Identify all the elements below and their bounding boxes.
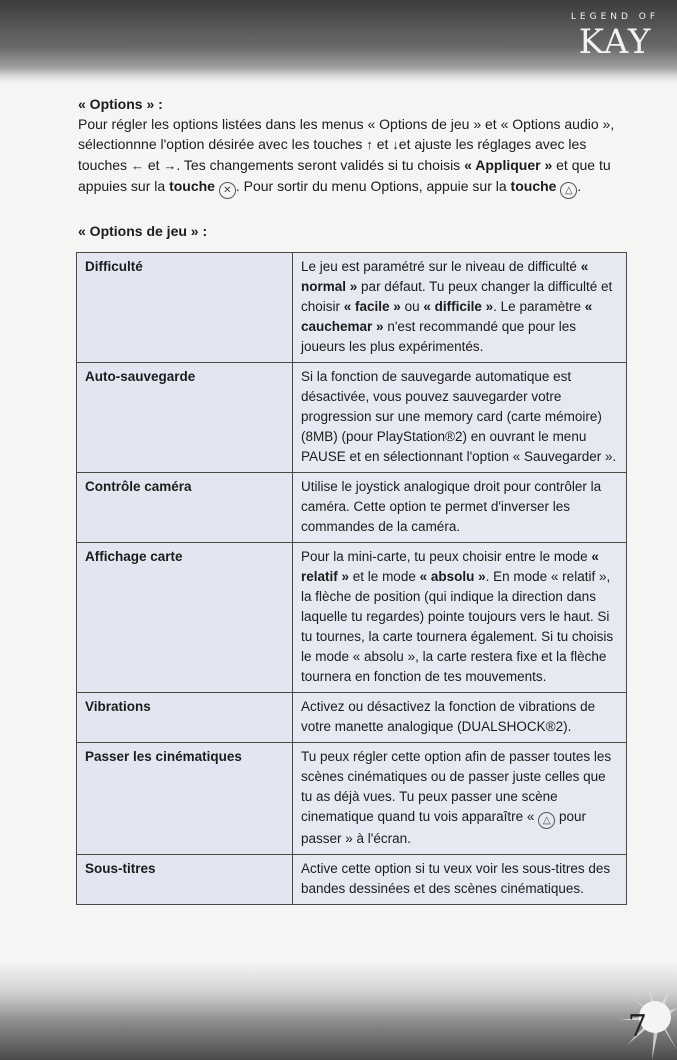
option-name: Vibrations bbox=[77, 693, 293, 743]
intro-text: et bbox=[376, 136, 389, 152]
intro-text: et ajuste les réglages avec les touches bbox=[78, 136, 587, 173]
intro-text: . bbox=[577, 178, 582, 194]
table-row bbox=[77, 743, 627, 855]
touche-label: touche bbox=[169, 178, 215, 194]
intro-text: et bbox=[147, 157, 160, 173]
option-name: Affichage carte bbox=[77, 543, 293, 693]
up-arrow-icon: ↑ bbox=[366, 137, 373, 152]
manual-content bbox=[78, 94, 630, 247]
option-name: Auto-sauvegarde bbox=[77, 363, 293, 473]
option-name: Contrôle caméra bbox=[77, 473, 293, 543]
table-row bbox=[77, 363, 627, 473]
intro-text: . Tes changements seront validés si tu choisis bbox=[176, 157, 461, 173]
option-description: Le jeu est paramétré sur le niveau de difficulté « normal » par défaut. Tu peux changer la difficulté et choisir « facile » ou « difficile ». Le paramètre « cauchemar » n'est recommandé que pour les joueurs les plus expérimentés. bbox=[293, 253, 627, 363]
triangle-button-icon: △ bbox=[538, 812, 555, 829]
table-row bbox=[77, 693, 627, 743]
option-name: Passer les cinématiques bbox=[77, 743, 293, 855]
game-options-table bbox=[76, 252, 627, 905]
table-row bbox=[77, 543, 627, 693]
option-name: Sous-titres bbox=[77, 855, 293, 905]
game-options-heading: « Options de jeu » : bbox=[78, 223, 208, 239]
option-description: Pour la mini-carte, tu peux choisir entre le mode « relatif » et le mode « absolu ». En mode « relatif », la flèche de position (qui indique la direction dans laquelle tu regardes) pointe toujours vers le haut. Si tu tournes, la carte tournera également. Si tu choisis le mode « absolu », la carte restera fixe et la flèche tournera en fonction de tes mouvements. bbox=[293, 543, 627, 693]
logo-title: KAY bbox=[578, 22, 652, 62]
triangle-button-icon: △ bbox=[560, 182, 577, 199]
game-logo bbox=[565, 12, 665, 62]
option-description: Si la fonction de sauvegarde automatique est désactivée, vous pouvez sauvegarder votre progression sur une memory card (carte mémoire) (8MB) (pour PlayStation®2) en ouvrant le menu PAUSE et en sélectionnant l'option « Sauvegarder ». bbox=[293, 363, 627, 473]
down-arrow-icon: ↓ bbox=[392, 137, 399, 152]
table-row bbox=[77, 253, 627, 363]
cross-button-icon: ✕ bbox=[219, 182, 236, 199]
right-arrow-icon: → bbox=[163, 158, 177, 173]
option-description: Activez ou désactivez la fonction de vibrations de votre manette analogique (DUALSHOCK®2). bbox=[293, 693, 627, 743]
intro-text: . Pour sortir du menu Options, appuie sur la bbox=[235, 178, 507, 194]
option-name: Difficulté bbox=[77, 253, 293, 363]
options-paragraph bbox=[78, 114, 630, 199]
top-banner bbox=[0, 0, 677, 86]
table-row bbox=[77, 855, 627, 905]
intro-text: Pour régler les options listées dans les menus « Options de jeu » et « Options audio », sélectionnne l'option désirée avec les touches bbox=[78, 116, 615, 152]
option-description: Utilise le joystick analogique droit pour contrôler la caméra. Cette option te permet d'inverser les commandes de la caméra. bbox=[293, 473, 627, 543]
touche-label: touche bbox=[510, 178, 557, 194]
apply-label: « Appliquer » bbox=[464, 157, 553, 173]
intro-text: et que tu appuies sur la bbox=[78, 157, 611, 194]
options-heading: « Options » : bbox=[78, 96, 163, 112]
bottom-banner bbox=[0, 962, 677, 1060]
table-row bbox=[77, 473, 627, 543]
left-arrow-icon: ← bbox=[130, 158, 144, 173]
option-description: Tu peux régler cette option afin de passer toutes les scènes cinématiques ou de passer juste celles que tu as déjà vues. Tu peux passer une scène cinematique quand tu vois apparaître « △ pour passer » à l'écran. bbox=[293, 743, 627, 855]
option-description: Active cette option si tu veux voir les sous-titres des bandes dessinées et des scènes cinématiques. bbox=[293, 855, 627, 905]
page-number: 7 bbox=[627, 1009, 647, 1044]
logo-tagline: LEGEND OF bbox=[570, 12, 660, 22]
